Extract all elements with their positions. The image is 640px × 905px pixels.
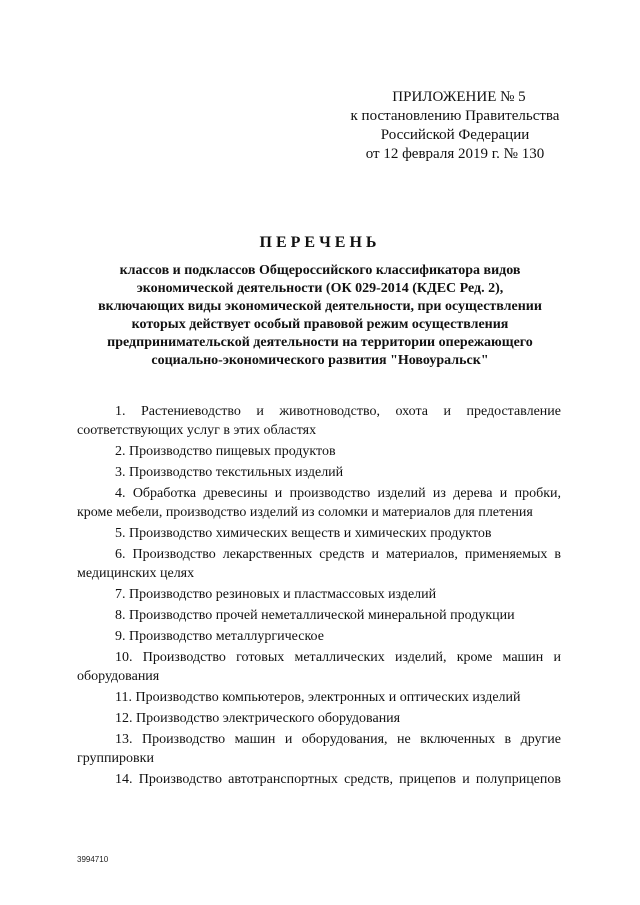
document-title: ПЕРЕЧЕНЬ bbox=[259, 234, 381, 251]
list-item: 3. Производство текстильных изделий bbox=[115, 465, 344, 480]
list-item: 9. Производство металлургическое bbox=[115, 629, 324, 644]
subtitle-line: включающих виды экономической деятельности, при осуществлении bbox=[98, 299, 542, 314]
document-subtitle bbox=[70, 262, 570, 370]
list-item: 1. Растениеводство и животноводство, охота и предоставление соответствующих услуг в этих областях bbox=[77, 404, 561, 438]
list-item: 5. Производство химических веществ и химических продуктов bbox=[115, 526, 492, 541]
annex-date-number-line: от 12 февраля 2019 г. № 130 bbox=[365, 146, 545, 162]
list-item: 8. Производство прочей неметаллической минеральной продукции bbox=[115, 608, 515, 623]
annex-decree-line: к постановлению Правительства bbox=[350, 108, 560, 124]
annex-title: ПРИЛОЖЕНИЕ № 5 bbox=[392, 89, 526, 105]
subtitle-line: которых действует особый правовой режим осуществления bbox=[131, 317, 509, 332]
annex-block bbox=[330, 88, 580, 164]
list-item: 4. Обработка древесины и производство изделий из дерева и пробки, кроме мебели, производство изделий из соломки и материалов для плетения bbox=[77, 486, 561, 520]
annex-government-line: Российской Федерации bbox=[380, 127, 530, 143]
list-item: 12. Производство электрического оборудования bbox=[115, 711, 401, 726]
activity-list bbox=[77, 402, 561, 791]
list-item: 10. Производство готовых металлических изделий, кроме машин и оборудования bbox=[77, 650, 561, 684]
subtitle-line: социально-экономического развития "Новоуральск" bbox=[151, 353, 489, 368]
subtitle-line: классов и подклассов Общероссийского классификатора видов bbox=[119, 263, 521, 278]
list-item: 13. Производство машин и оборудования, не включенных в другие группировки bbox=[77, 732, 561, 766]
list-item: 6. Производство лекарственных средств и материалов, применяемых в медицинских целях bbox=[77, 547, 561, 581]
list-item: 11. Производство компьютеров, электронных и оптических изделий bbox=[115, 690, 521, 705]
list-item: 2. Производство пищевых продуктов bbox=[115, 444, 336, 459]
subtitle-line: предпринимательской деятельности на территории опережающего bbox=[107, 335, 533, 350]
document-code: 3994710 bbox=[77, 855, 109, 864]
subtitle-line: экономической деятельности (ОК 029-2014 (КДЕС Ред. 2), bbox=[136, 281, 504, 296]
list-item: 7. Производство резиновых и пластмассовых изделий bbox=[115, 587, 437, 602]
list-item: 14. Производство автотранспортных средств, прицепов и полуприцепов bbox=[115, 772, 561, 787]
